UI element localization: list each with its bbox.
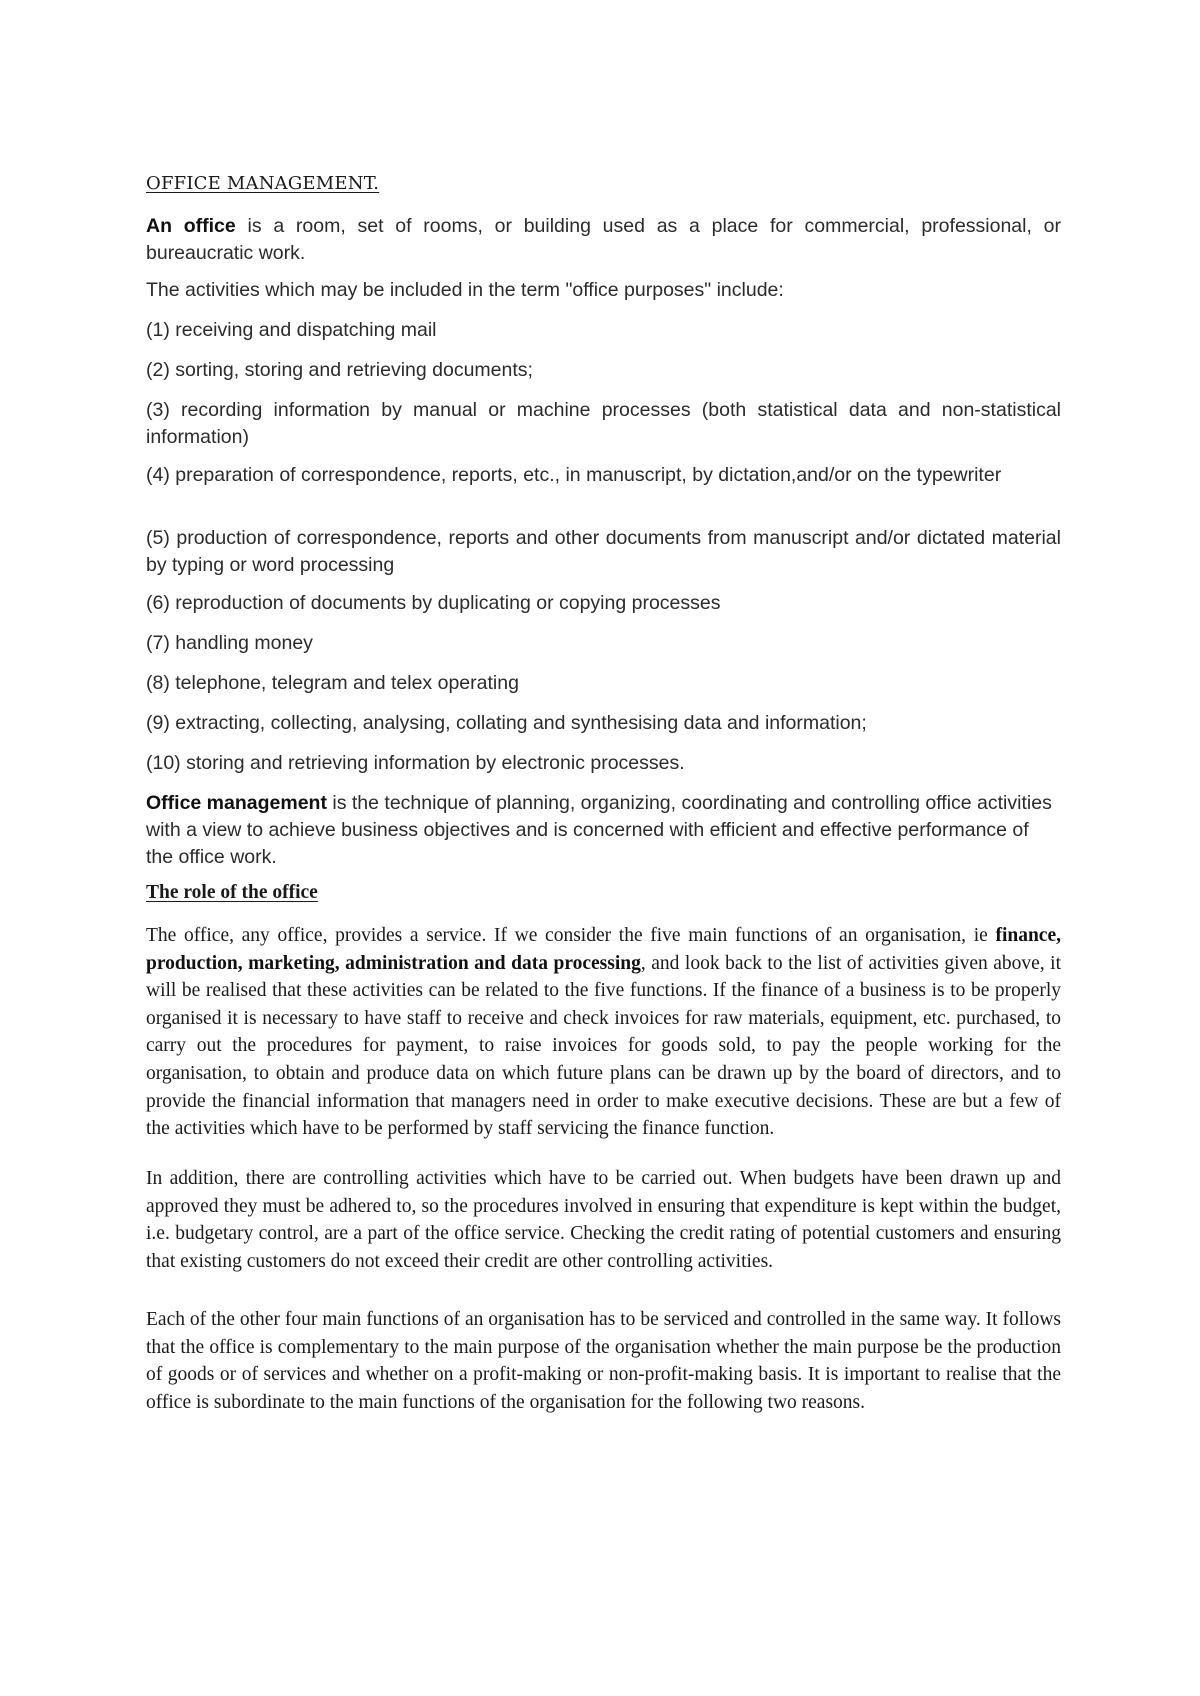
office-definition-text: is a room, set of rooms, or building used as a place for commercial, professional, or bureaucratic work.: [146, 215, 1061, 264]
activity-item-10: (10) storing and retrieving information by electronic processes.: [146, 752, 685, 774]
role-paragraph-1-rest: , and look back to the list of activities given above, it will be realised that these activities can be related to the five functions. If the finance of a business is to be properly organised it is necessary to have staff to receive and check invoices for raw materials, equipment, etc. purchased, to carry out the procedures for payment, to raise invoices for goods sold, to pay the people working for the organisation, to obtain and produce data on which future plans can be drawn up by the board of directors, and to provide the financial information that managers need in order to make executive decisions. These are but a few of the activities which have to be performed by staff servicing the finance function.: [146, 952, 1061, 1140]
office-management-term: Office management: [146, 792, 327, 814]
activity-item-2: (2) sorting, storing and retrieving documents;: [146, 359, 533, 381]
activity-item-5: (5) production of correspondence, reports and other documents from manuscript and/or dictated material by typing or word processing: [146, 527, 1061, 576]
role-paragraph-3: Each of the other four main functions of an organisation has to be serviced and controlled in the same way. It follows that the office is complementary to the main purpose of the organisation whether the main purpose be the production of goods or of services and whether on a profit-making or non-profit-making basis. It is important to realise that the office is subordinate to the main functions of the organisation for the following two reasons.: [146, 1309, 1061, 1413]
role-paragraph-1-start: The office, any office, provides a service. If we consider the five main functions of an organisation, ie: [146, 925, 996, 946]
document-title: OFFICE MANAGEMENT.: [146, 173, 380, 194]
role-paragraph-2: In addition, there are controlling activities which have to be carried out. When budgets have been drawn up and approved they must be adhered to, so the procedures involved in ensuring that expenditure is kept within the budget, i.e. budgetary control, are a part of the office service. Checking the credit rating of potential customers and ensuring that existing customers do not exceed their credit are other controlling activities.: [146, 1168, 1061, 1272]
activity-item-1: (1) receiving and dispatching mail: [146, 319, 437, 341]
activities-intro: The activities which may be included in the term "office purposes" include:: [146, 279, 784, 301]
activity-item-4: (4) preparation of correspondence, reports, etc., in manuscript, by dictation,and/or on the typewriter: [146, 464, 1002, 486]
office-management-definition: [146, 790, 1061, 871]
activity-item-3: (3) recording information by manual or machine processes (both statistical data and non-statistical information): [146, 399, 1061, 448]
role-heading: The role of the office: [146, 882, 318, 903]
activity-item-8: (8) telephone, telegram and telex operating: [146, 672, 519, 694]
activity-item-9: (9) extracting, collecting, analysing, collating and synthesising data and information;: [146, 712, 867, 734]
office-definition-term: An office: [146, 215, 236, 237]
role-paragraph-1-functions: finance, production, marketing, administration and data processing: [146, 925, 1061, 974]
activity-item-6: (6) reproduction of documents by duplicating or copying processes: [146, 592, 721, 614]
office-definition: [146, 213, 1061, 267]
office-management-text: is the technique of planning, organizing, coordinating and controlling office activities with a view to achieve business objectives and is concerned with efficient and effective performance of the office work.: [146, 792, 1052, 868]
role-paragraph-1: [146, 922, 1061, 1143]
activity-item-7: (7) handling money: [146, 632, 313, 654]
